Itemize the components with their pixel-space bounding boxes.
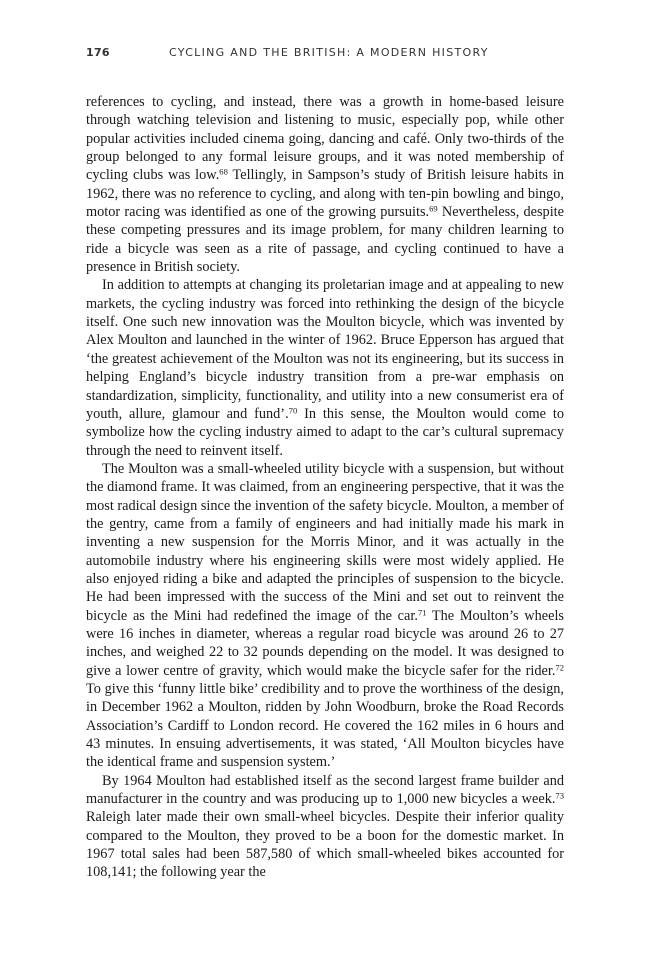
- paragraph-4: [86, 772, 564, 882]
- footnote-ref-69[interactable]: 69: [429, 203, 438, 214]
- footnote-ref-71[interactable]: 71: [417, 606, 427, 617]
- running-head: [86, 46, 564, 62]
- p1-text-c: Nevertheless, despite these competing pressures and its image problem, for many children learning to ride a bicycle was seen as a rite of passage, and cycling continued to have a presence in British society.: [86, 204, 564, 276]
- p2-text-b: In this sense, the Moulton would come to symbolize how the cycling industry aimed to adapt to the car’s cultural supremacy through the need to reinvent itself.: [86, 405, 564, 459]
- p3-text-b: The Moulton’s wheels were 16 inches in diameter, whereas a regular road bicycle was around 26 to 27 inches, and weighed 22 to 32 pounds depending on the model. It was designed to give a lower centre of gravity, which would make the bicycle safer for the rider.: [86, 607, 564, 679]
- p4-text-a: By 1964 Moulton had established itself as the second largest frame builder and manufacturer in the country and was producing up to 1,000 new bicycles a week.: [86, 772, 564, 808]
- paragraph-2: [86, 276, 564, 459]
- p1-text-b: Tellingly, in Sampson’s study of British leisure habits in 1962, there was no reference to cycling, and along with ten-pin bowling and bingo, motor racing was identified as one of the growing pursuits.: [86, 167, 565, 221]
- p1-text-a: references to cycling, and instead, there was a growth in home-based leisure through watching television and listening to music, especially pop, while other popular activities included cinema going, dancing and café. Only two-thirds of the group belonged to any formal leisure groups, and it was noted membership of cycling clubs was low.: [86, 94, 564, 184]
- body-text: [86, 93, 564, 882]
- footnote-ref-70[interactable]: 70: [288, 405, 298, 416]
- footnote-ref-72[interactable]: 72: [555, 661, 564, 672]
- p2-text-a: In addition to attempts at changing its proletarian image and at appealing to new markets, the cycling industry was forced into rethinking the design of the bicycle itself. One such new innovation was the Moulton bicycle, which was invented by Alex Moulton and launched in the winter of 1962. Bruce Epperson has argued that ‘the greatest achievement of the Moulton was not its engineering, but its success in helping England’s bicycle industry transition from a pre-war emphasis on standardization, simplicity, functionality, and utility into a new consumerist era of youth, allure, glamour and fund’.: [86, 277, 564, 422]
- footnote-ref-68[interactable]: 68: [219, 166, 228, 177]
- p4-text-b: Raleigh later made their own small-wheel bicycles. Despite their inferior quality compared to the Moulton, they proved to be a boon for the domestic market. In 1967 total sales had been 587,580 of which small-wheeled bikes accounted for 108,141; the following year the: [86, 809, 564, 881]
- footnote-ref-73[interactable]: 73: [555, 790, 564, 801]
- running-title: CYCLING AND THE BRITISH: A MODERN HISTORY: [169, 46, 489, 59]
- p3-text-a: The Moulton was a small-wheeled utility bicycle with a suspension, but without the diamond frame. It was claimed, from an engineering perspective, that it was the most radical design since the invention of the safety bicycle. Moulton, a member of the gentry, came from a family of engineers and had initially made his mark in inventing a new suspension for the Morris Minor, and it was actually in the automobile industry where his engineering skills were most widely applied. He also enjoyed riding a bike and adapted the principles of suspension to the bicycle. He had been impressed with the success of the Mini and set out to reinvent the bicycle as the Mini had redefined the image of the car.: [86, 460, 564, 624]
- page-number: 176: [86, 46, 110, 59]
- p3-text-c: To give this ‘funny little bike’ credibility and to prove the worthiness of the design, in December 1962 a Moulton, ridden by John Woodburn, broke the Road Records Association’s Cardiff to London record. He covered the 162 miles in 6 hours and 43 minutes. In ensuing advertisements, it was stated, ‘All Moulton bicycles have the identical frame and suspension system.’: [86, 681, 564, 771]
- paragraph-3: [86, 460, 564, 772]
- paragraph-1: [86, 93, 564, 276]
